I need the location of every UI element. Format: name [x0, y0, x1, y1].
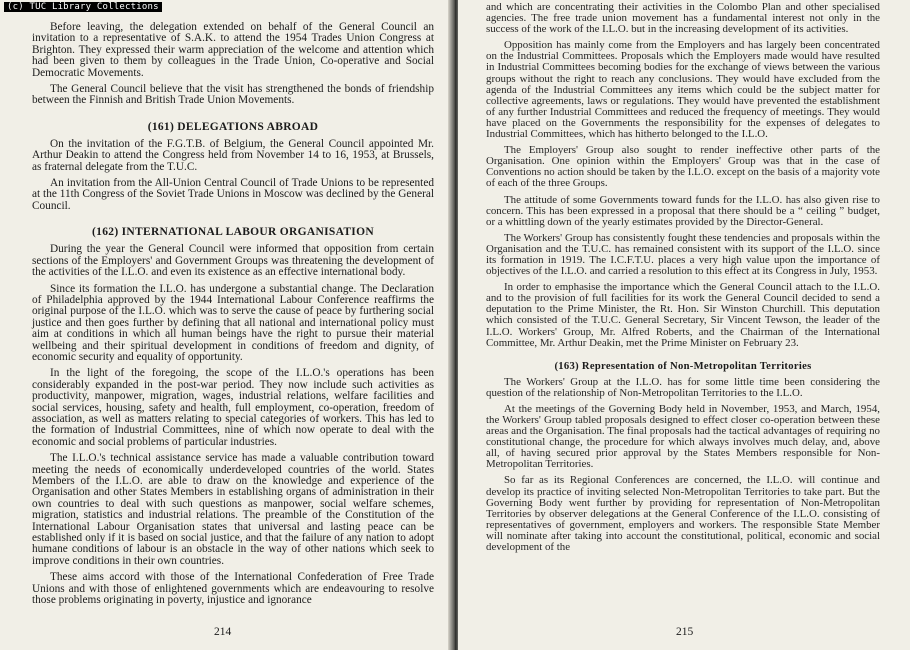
- paragraph: In order to emphasise the importance which the General Council attach to the I.L.O. and to the provision of full facilities for its work the General Council decided to send a deputation to the Prime Minister, the Rt. Hon. Sir Winston Churchill. This deputation which consisted of the T.U.C. General Secretary, Sir Vincent Tewson, the leader of the I.L.O. Workers' Group, Mr. Alfred Roberts, and the Chairman of the International Committee, Mr. Arthur Deakin, met the Prime Minister on February 23.: [486, 281, 880, 349]
- left-page: [0, 0, 452, 650]
- paragraph: The Workers' Group at the I.L.O. has for some little time been considering the question of the relationship of Non-Metropolitan Territories to the I.L.O.: [486, 375, 880, 399]
- paragraph: An invitation from the All-Union Central Council of Trade Unions to be represented at the 11th Congress of the Soviet Trade Unions in Moscow was declined by the General Council.: [32, 177, 434, 212]
- paragraph: The Employers' Group also sought to render ineffective other parts of the Organisation. One opinion within the Employers' Group was that in the case of Conventions no action should be taken by the I.L.O. except on the basis of a majority vote of each of the three Groups.: [486, 144, 880, 190]
- right-page: [458, 0, 910, 650]
- paragraph: The attitude of some Governments toward funds for the I.L.O. has also given rise to concern. This has been expressed in a proposal that there should be a “ ceiling ” budget, or a whittling down of the yearly estimates provided by the Director-General.: [486, 193, 880, 228]
- section-heading-163: (163) Representation of Non-Metropolitan Territories: [554, 360, 812, 372]
- section-heading-161: (161) DELEGATIONS ABROAD: [147, 120, 319, 133]
- collection-watermark: (c) TUC Library Collections: [4, 2, 162, 12]
- paragraph: Since its formation the I.L.O. has undergone a substantial change. The Declaration of Philadelphia approved by the 1944 International Labour Conference reaffirms the original purpose of the I.L.O. which was to serve the cause of peace by furthering social justice and then goes further by defining that all national and international policy must aim at conditions in which all human beings have the right to pursue their material wellbeing and their spiritual development in conditions of freedom and dignity, of economic security and equality of opportunity.: [32, 282, 434, 363]
- paragraph: During the year the General Council were informed that opposition from certain sections of the Employers' and Government Groups was threatening the development of the activities of the I.L.O. and even its existence as an effective international body.: [32, 243, 434, 279]
- paragraph: The Workers' Group has consistently fought these tendencies and proposals within the Organisation and the T.U.C. has remained consistent with its support of the I.L.O. since its formation in 1919. The I.C.F.T.U. places a very high value upon the importance of objectives of the I.L.O. and carried a resolution to this effect at its Congress in July, 1953.: [486, 231, 880, 278]
- paragraph: So far as its Regional Conferences are concerned, the I.L.O. will continue and develop its practice of inviting selected Non-Metropolitan Territories to take part. But the Governing Body went further by providing for representation of Non-Metropolitan Territories by observer delegations at the General Conference of the I.L.O. consisting of representatives of government, employers and workers. The responsible State Member will nominate after taking into account the constitutional, political, economic and social development of the: [486, 474, 880, 554]
- paragraph: Opposition has mainly come from the Employers and has largely been concentrated on the Industrial Committees. Proposals which the Employers made would have resulted in Industrial Committees becoming bodies for the exchange of views between the various groups without the right to reach any conclusions. They would have excluded from the agenda of the Industrial Committees any items which could be the subject matter for collective agreements, laws or regulations. They would have prevented the establishment of any further Industrial Committees and reduced the frequency of meetings. They would have placed on the Governments the responsibility for the expenses of delegates to Industrial Committees, which has hitherto belonged to the I.L.O.: [486, 39, 880, 141]
- paragraph: At the meetings of the Governing Body held in November, 1953, and March, 1954, the Workers' Group tabled proposals designed to effect closer co-operation between these areas and the Organisation. The final proposals had the tactical advantages of requiring no constitutional change, the procedure for which always involves much delay, and, above all, of having secured prior approval by the States Members responsible for Non-Metropolitan Territories.: [486, 402, 880, 471]
- paragraph: These aims accord with those of the International Confederation of Free Trade Unions and with those of enlightened governments which are endeavouring to resolve those problems originating in poverty, injustice and ignorance: [32, 571, 434, 607]
- paragraph: Before leaving, the delegation extended on behalf of the General Council an invitation to a representative of S.A.K. to attend the 1954 Trades Union Congress at Brighton. They expressed their warm appreciation of the welcome and attention which had been given to them by colleagues in the Trade Union, Co-operative and Social Democratic Movements.: [32, 21, 434, 79]
- paragraph: The I.L.O.'s technical assistance service has made a valuable contribution toward meeting the needs of economically underdeveloped countries of the world. States Members of the I.L.O. are able to draw on the knowledge and experience of the Organisation and other States Members in establishing organs of administration in their own countries to deal with such questions as manpower, social welfare schemes, migration, statistics and industrial relations. The preamble of the Constitution of the International Labour Organisation states that universal and lasting peace can be established only if it is based on social justice, and that the failure of any nation to adopt humane conditions of labour is an obstacle in the way of other nations which seek to improve conditions in their own countries.: [32, 452, 434, 567]
- page-number: 215: [676, 626, 694, 638]
- paragraph: The General Council believe that the visit has strengthened the bonds of friendship between the Finnish and British Trade Union Movements.: [32, 83, 434, 107]
- section-heading-162: (162) INTERNATIONAL LABOUR ORGANISATION: [92, 226, 374, 239]
- paragraph: In the light of the foregoing, the scope of the I.L.O.'s operations has been considerably expanded in the post-war period. They now include such activities as productivity, manpower, migration, wages, industrial relations, welfare facilities and social services, housing, safety and health, full employment, co-operation, freedom of association, as well as matters relating to special categories of workers. This has led to the formation of Industrial Committees, nine of which now operate to deal with the economic and social problems of particular industries.: [32, 367, 434, 448]
- paragraph: and which are concentrating their activities in the Colombo Plan and other specialised agencies. The free trade union movement has a fundamental interest not only in the success of the work of the I.L.O. but in the increasing development of its activities.: [486, 1, 880, 36]
- page-number: 214: [214, 626, 232, 638]
- paragraph: On the invitation of the F.G.T.B. of Belgium, the General Council appointed Mr. Arthur Deakin to attend the Congress held from November 14 to 16, 1953, at Brussels, as fraternal delegate from the T.U.C.: [32, 137, 434, 173]
